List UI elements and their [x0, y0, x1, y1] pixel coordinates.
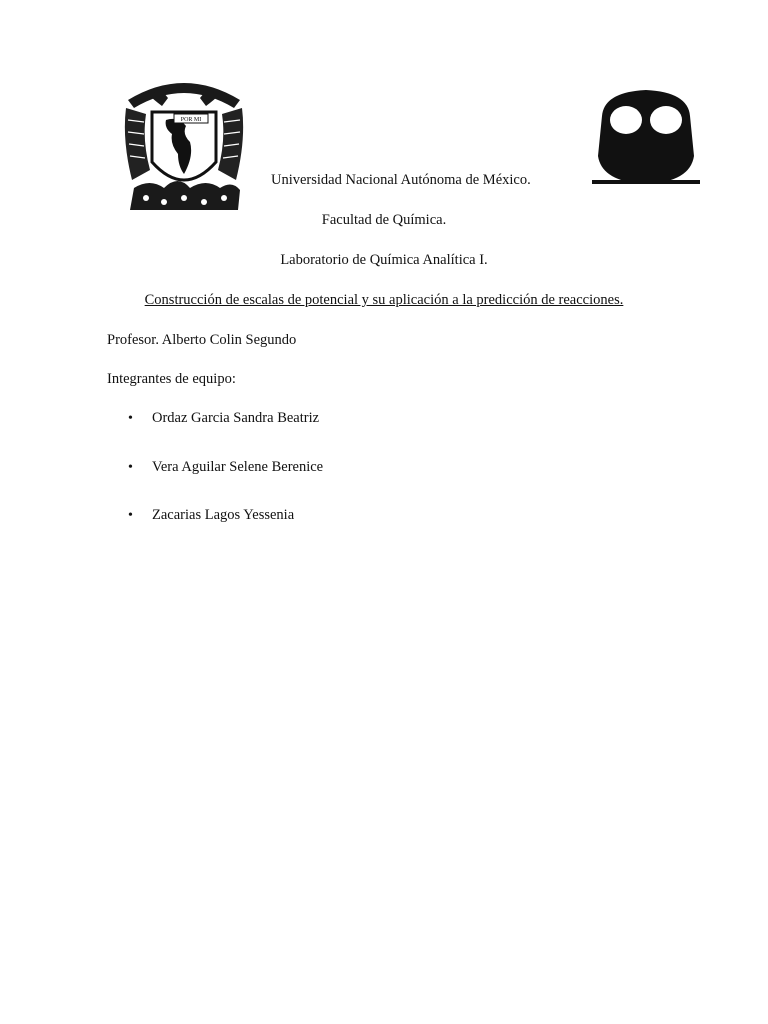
owl-emblem-icon — [590, 86, 702, 192]
list-item — [128, 403, 323, 452]
list-item — [128, 500, 323, 549]
report-title: Construcción de escalas de potencial y su aplicación a la predicción de reacciones. — [144, 292, 624, 308]
member-name: Ordaz Garcia Sandra Beatriz — [152, 410, 320, 426]
faculty-name: Facultad de Química. — [321, 212, 447, 228]
svg-text:POR MI: POR MI — [180, 117, 202, 123]
member-name: Zacarias Lagos Yessenia — [152, 507, 295, 523]
list-item — [128, 452, 323, 501]
university-name: Universidad Nacional Autónoma de México. — [271, 172, 531, 188]
bullet-icon: • — [128, 459, 133, 475]
bullet-icon: • — [128, 508, 133, 523]
member-name: Vera Aguilar Selene Berenice — [152, 458, 324, 475]
professor-line: Profesor. Alberto Colin Segundo — [107, 332, 297, 348]
team-member-list — [128, 403, 323, 549]
laboratory-name: Laboratorio de Química Analítica I. — [280, 252, 488, 268]
unam-seal-icon — [120, 70, 248, 218]
team-heading: Integrantes de equipo: — [107, 371, 236, 387]
bullet-icon: • — [128, 411, 133, 426]
